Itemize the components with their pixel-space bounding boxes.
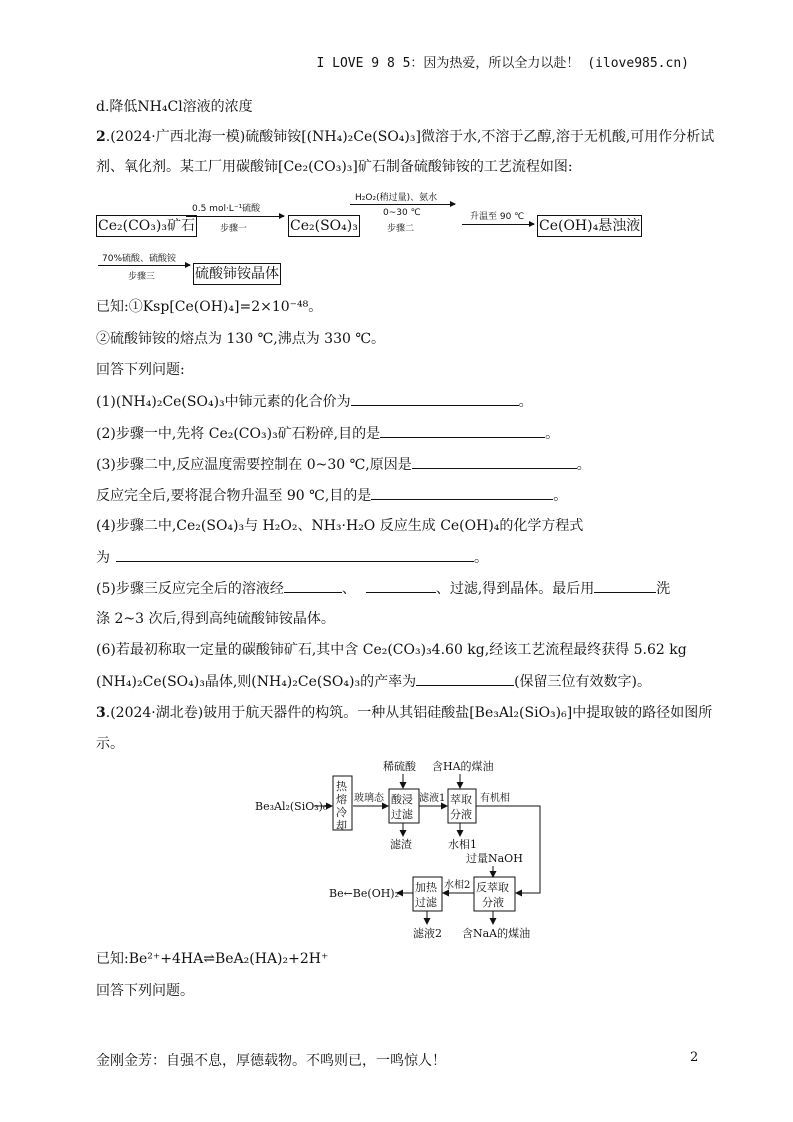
q2-number: 2 [96, 129, 106, 145]
subq-5b: 涤 2~3 次后,得到高纯硫酸铈铵晶体。 [96, 611, 335, 627]
flow-arrow2-reagent: H₂O₂(稍过量)、氨水 [355, 193, 438, 203]
label-product: Be←Be(OH)₂ [329, 887, 400, 900]
q2-prompt: 回答下列问题: [96, 362, 185, 378]
q2-stem-line2: 剂、氧化剂。某工厂用碳酸铈[Ce₂(CO₃)₃]矿石制备硫酸铈铵的工艺流程如图: [96, 159, 573, 175]
subq-4a: (4)步骤二中,Ce₂(SO₄)₃与 H₂O₂、NH₃·H₂O 反应生成 Ce(OH)₄的化学方程式 [96, 518, 584, 534]
subq-4b: 为 。 [96, 550, 488, 566]
flow-arrow3-label: 升温至 90 ℃ [470, 212, 525, 222]
subq-3b: 反应完全后,要将混合物升温至 90 ℃,目的是 。 [96, 488, 568, 504]
melt-box-char1: 热 [336, 780, 347, 793]
q3-prompt: 回答下列问题。 [96, 983, 194, 999]
q2-stem-line1: 2.(2024·广西北海一模)硫酸铈铵[(NH₄)₂Ce(SO₄)₃]微溶于水,不溶于乙醇,溶于无机酸,可用作分析试 [96, 129, 715, 145]
option-d: d.降低NH₄Cl溶液的浓度 [96, 99, 253, 115]
q3-stem-line1: 3.(2024·湖北卷)铍用于航天器件的构筑。一种从其铝硅酸盐[Be₃Al₂(SiO₃)₆]中提取铍的路径如图所 [96, 705, 713, 721]
q3-number: 3 [96, 705, 106, 721]
subq-6b: (NH₄)₂Ce(SO₄)₃晶体,则(NH₄)₂Ce(SO₄)₃的产率为 (保留三位有效数字)。 [96, 674, 652, 690]
subq-1: (1)(NH₄)₂Ce(SO₄)₃中铈元素的化合价为 。 [96, 394, 533, 410]
flow-box-ore: Ce₂(CO₃)₃矿石 [96, 215, 197, 237]
label-residue: 滤渣 [390, 838, 412, 851]
label-ha-kerosene: 含HA的煤油 [432, 760, 494, 773]
melt-box-char4: 却 [336, 819, 347, 832]
flow-step3: 步骤三 [128, 272, 156, 282]
page-header: I LOVE 9 8 5：因为热爱，所以全力以赴！ (ilove985.cn) [316, 56, 689, 71]
footer-motto: 金刚金芳：自强不息，厚德载物。不鸣则已，一鸣惊人！ [96, 1053, 446, 1069]
flow-arrow1-reagent: 0.5 mol·L⁻¹硫酸 [192, 204, 261, 214]
label-glass: 玻璃态 [354, 793, 384, 804]
subq-2: (2)步骤一中,先将 Ce₂(CO₃)₃矿石粉碎,目的是 。 [96, 426, 560, 442]
melt-box-char3: 冷 [336, 806, 347, 819]
label-sulfuric: 稀硫酸 [383, 760, 416, 773]
flow-box-crystal: 硫酸铈铵晶体 [193, 263, 281, 285]
flow-arrow4-reagent: 70%硫酸、硫酸铵 [102, 254, 177, 264]
flow-box-suspension: Ce(OH)₄悬浊液 [537, 215, 642, 237]
extract-box-line1: 萃取 [450, 793, 472, 806]
flow-box-sulfate: Ce₂(SO₄)₃ [288, 215, 360, 237]
page-number: 2 [690, 1050, 699, 1065]
q3-known: 已知:Be²⁺+4HA⇌BeA₂(HA)₂+2H⁺ [96, 951, 329, 967]
extract-box-line2: 分液 [450, 808, 472, 821]
heat-box-line2: 过滤 [415, 896, 437, 909]
label-naa-kerosene: 含NaA的煤油 [462, 927, 531, 940]
label-aqueous2: 水相2 [444, 880, 471, 891]
leach-box-line1: 酸浸 [391, 793, 413, 806]
known-2: ②硫酸铈铵的熔点为 130 ℃,沸点为 330 ℃。 [96, 331, 386, 347]
label-filtrate2: 滤液2 [413, 927, 442, 940]
label-naoh: 过量NaOH [466, 852, 523, 865]
flow-step2: 步骤二 [387, 224, 415, 234]
melt-box-char2: 熔 [336, 793, 347, 806]
back-extract-box-line1: 反萃取 [476, 881, 509, 894]
known-1: 已知:①Ksp[Ce(OH)₄]=2×10⁻⁴⁸。 [96, 299, 323, 315]
flow-step1: 步骤一 [220, 224, 248, 234]
label-filtrate1: 滤液1 [419, 793, 446, 804]
diagram-input: Be₃Al₂(SiO₃)₆ [255, 800, 328, 813]
flow-arrow2-temp: 0~30 ℃ [383, 208, 421, 218]
q3-stem-line2: 示。 [96, 736, 124, 752]
subq-6a: (6)若最初称取一定量的碳酸铈矿石,其中含 Ce₂(CO₃)₃4.60 kg,经该工艺流程最终获得 5.62 kg [96, 642, 687, 658]
heat-box-line1: 加热 [415, 881, 437, 894]
label-organic: 有机相 [480, 793, 510, 804]
label-aqueous1: 水相1 [448, 838, 477, 851]
back-extract-box-line2: 分液 [482, 896, 504, 909]
subq-3a: (3)步骤二中,反应温度需要控制在 0~30 ℃,原因是 。 [96, 457, 591, 473]
leach-box-line2: 过滤 [391, 808, 413, 821]
subq-5a: (5)步骤三反应完全后的溶液经 、 、过滤,得到晶体。最后用 洗 [96, 581, 671, 597]
